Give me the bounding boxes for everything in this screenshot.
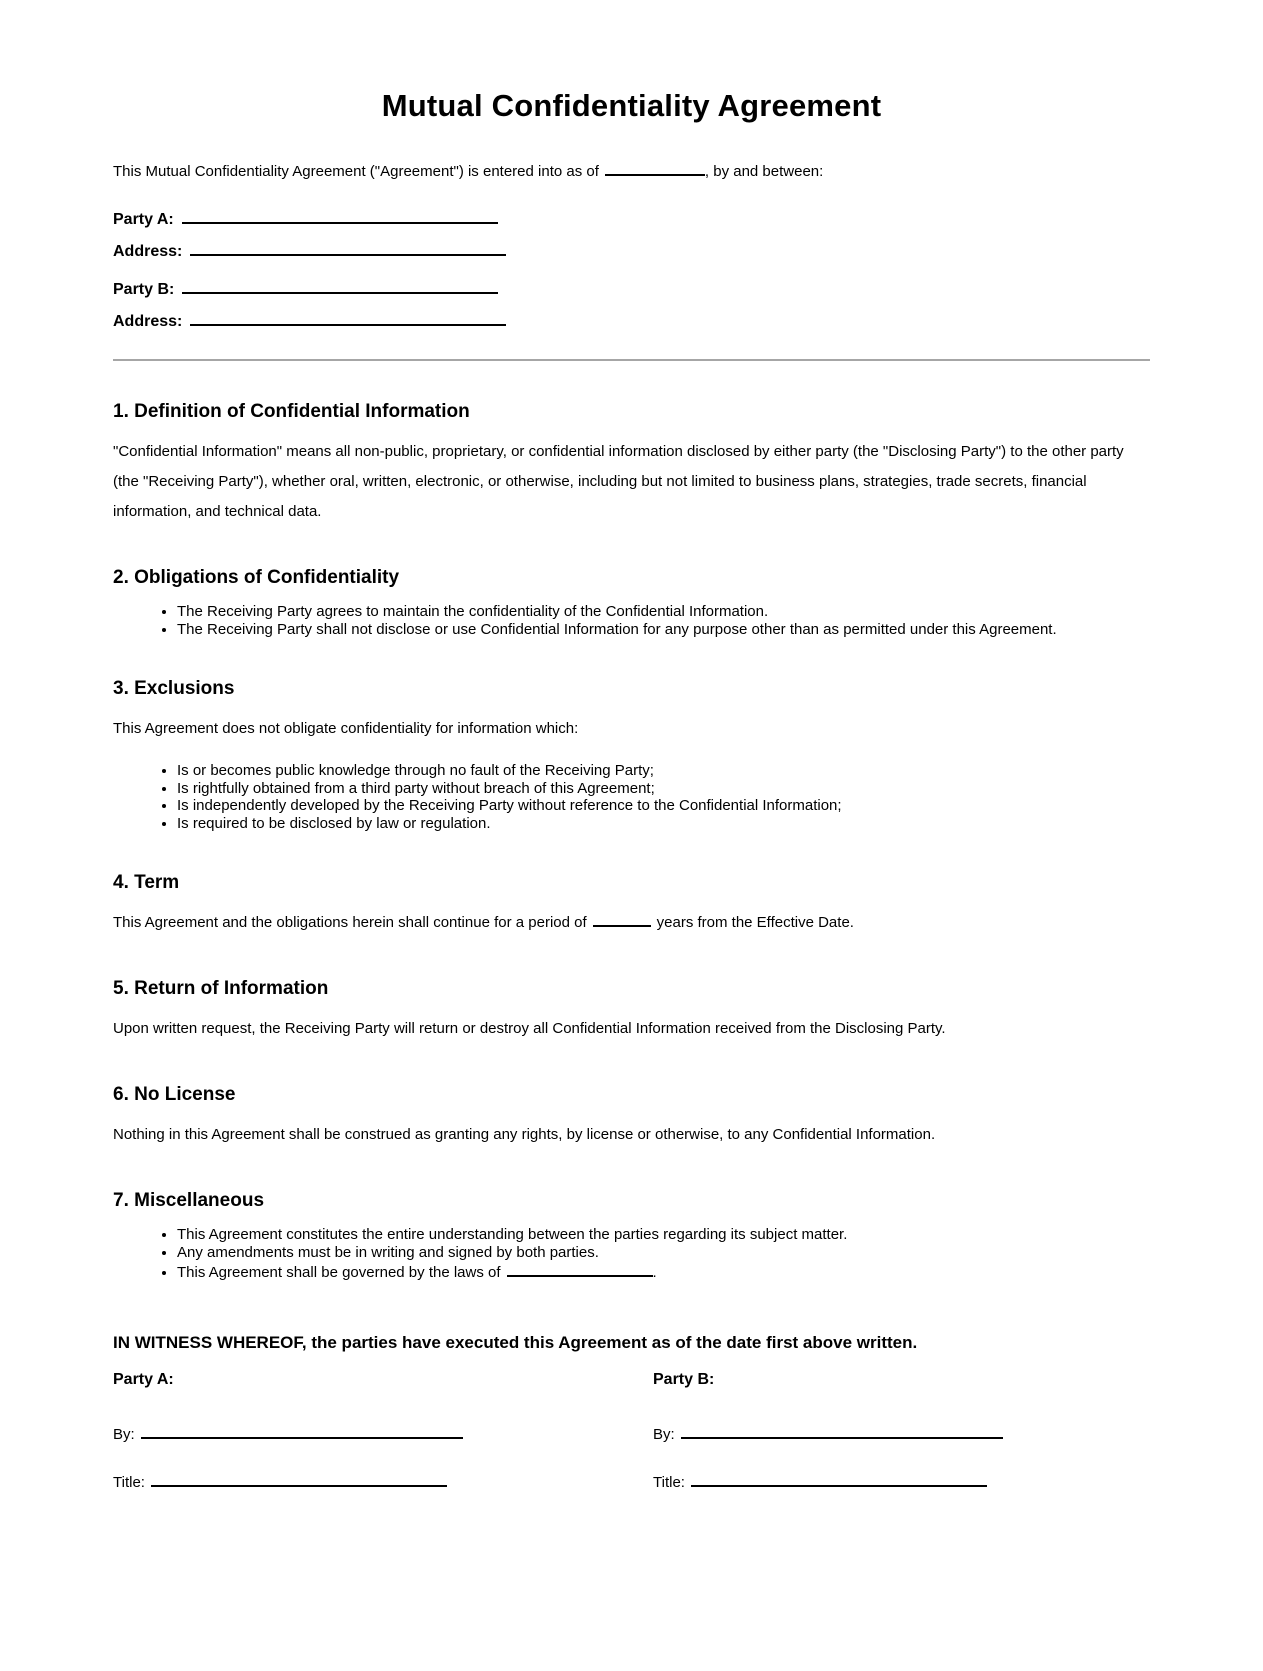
section-2-bullet-list xyxy=(113,603,1150,638)
party-b-by-blank xyxy=(681,1423,1003,1439)
witness-statement: IN WITNESS WHEREOF, the parties have executed this Agreement as of the date first above written. xyxy=(113,1332,918,1352)
intro-text-before: This Mutual Confidentiality Agreement ("Agreement") is entered into as of xyxy=(113,163,599,180)
list-item xyxy=(177,1261,1150,1282)
section-6-heading: 6. No License xyxy=(113,1084,236,1105)
party-b-name-blank xyxy=(182,278,498,294)
section-1-heading: 1. Definition of Confidential Information xyxy=(113,401,470,422)
list-item: • Is or becomes public knowledge through no fault of the Receiving Party; xyxy=(177,762,1150,780)
party-a-address-blank xyxy=(190,240,506,256)
signature-column-party-b xyxy=(653,1371,1150,1491)
party-b-title-blank xyxy=(691,1471,987,1487)
section-4-heading: 4. Term xyxy=(113,872,180,893)
party-a-row xyxy=(113,208,1150,229)
list-item: • Is independently developed by the Receiving Party without reference to the Confidential Information; xyxy=(177,797,1150,815)
party-a-name-blank xyxy=(182,208,498,224)
party-b-address-blank xyxy=(190,310,506,326)
party-b-address-label: Address: xyxy=(113,313,183,330)
agreement-document xyxy=(0,88,1263,1671)
list-item: • This Agreement constitutes the entire understanding between the parties regarding its subject matter. xyxy=(177,1226,1150,1244)
list-item: • Is rightfully obtained from a third party without breach of this Agreement; xyxy=(177,780,1150,798)
section-7-bullet-list xyxy=(113,1226,1150,1282)
intro-text-after: , by and between: xyxy=(704,163,824,180)
intro-paragraph xyxy=(113,160,1150,182)
section-3-bullet-list xyxy=(113,762,1150,832)
party-a-title-row xyxy=(113,1471,653,1491)
list-item: • The Receiving Party agrees to maintain the confidentiality of the Confidential Information. xyxy=(177,603,1150,621)
party-a-by-row xyxy=(113,1423,653,1443)
party-b-row xyxy=(113,278,1150,299)
term-years-blank xyxy=(593,911,651,927)
section-divider xyxy=(113,359,1150,361)
signature-party-a-label: Party A: xyxy=(113,1370,174,1388)
page-title: Mutual Confidentiality Agreement xyxy=(381,88,882,123)
list-item: • Is required to be disclosed by law or regulation. xyxy=(177,815,1150,833)
party-a-title-blank xyxy=(151,1471,447,1487)
section-5-body: Upon written request, the Receiving Party will return or destroy all Confidential Information received from the Disclosing Party. xyxy=(113,1020,946,1037)
section-5-heading: 5. Return of Information xyxy=(113,978,329,999)
signature-block xyxy=(113,1371,1150,1491)
by-label: By: xyxy=(113,1425,135,1443)
party-a-by-blank xyxy=(141,1423,463,1439)
governing-law-blank xyxy=(507,1261,653,1277)
term-text-before: This Agreement and the obligations herein shall continue for a period of xyxy=(113,914,587,931)
parties-block xyxy=(113,208,1150,331)
section-7-heading: 7. Miscellaneous xyxy=(113,1190,265,1211)
title-label: Title: xyxy=(113,1473,145,1491)
governing-law-text-after: . xyxy=(652,1264,657,1281)
signature-party-b-label: Party B: xyxy=(653,1370,715,1388)
party-a-address-row xyxy=(113,240,1150,261)
term-text-after: years from the Effective Date. xyxy=(656,914,854,931)
party-b-by-row xyxy=(653,1423,1150,1443)
governing-law-text-before: This Agreement shall be governed by the laws of xyxy=(177,1264,501,1281)
signature-column-party-a xyxy=(113,1371,653,1491)
list-item: • Any amendments must be in writing and signed by both parties. xyxy=(177,1244,1150,1262)
title-label: Title: xyxy=(653,1473,685,1491)
section-6-body: Nothing in this Agreement shall be construed as granting any rights, by license or otherwise, to any Confidential Information. xyxy=(113,1126,936,1143)
party-a-address-label: Address: xyxy=(113,243,183,260)
section-3-body: This Agreement does not obligate confidentiality for information which: xyxy=(113,720,579,737)
party-a-label: Party A: xyxy=(113,211,174,228)
party-b-label: Party B: xyxy=(113,281,175,298)
by-label: By: xyxy=(653,1425,675,1443)
party-b-title-row xyxy=(653,1471,1150,1491)
effective-date-blank xyxy=(605,160,705,176)
party-b-address-row xyxy=(113,310,1150,331)
section-3-heading: 3. Exclusions xyxy=(113,678,235,699)
list-item: • The Receiving Party shall not disclose or use Confidential Information for any purpose other than as permitted under this Agreement. xyxy=(177,621,1150,639)
section-2-heading: 2. Obligations of Confidentiality xyxy=(113,567,400,588)
section-4-body xyxy=(113,908,1150,938)
section-1-body: "Confidential Information" means all non-public, proprietary, or confidential information disclosed by either party (the "Disclosing Party") to the other party (the "Receiving Party"), whether oral, written, electronic, or otherwise, including but not limited to business plans, strategies, trade secrets, financial information, and technical data. xyxy=(113,443,1124,520)
